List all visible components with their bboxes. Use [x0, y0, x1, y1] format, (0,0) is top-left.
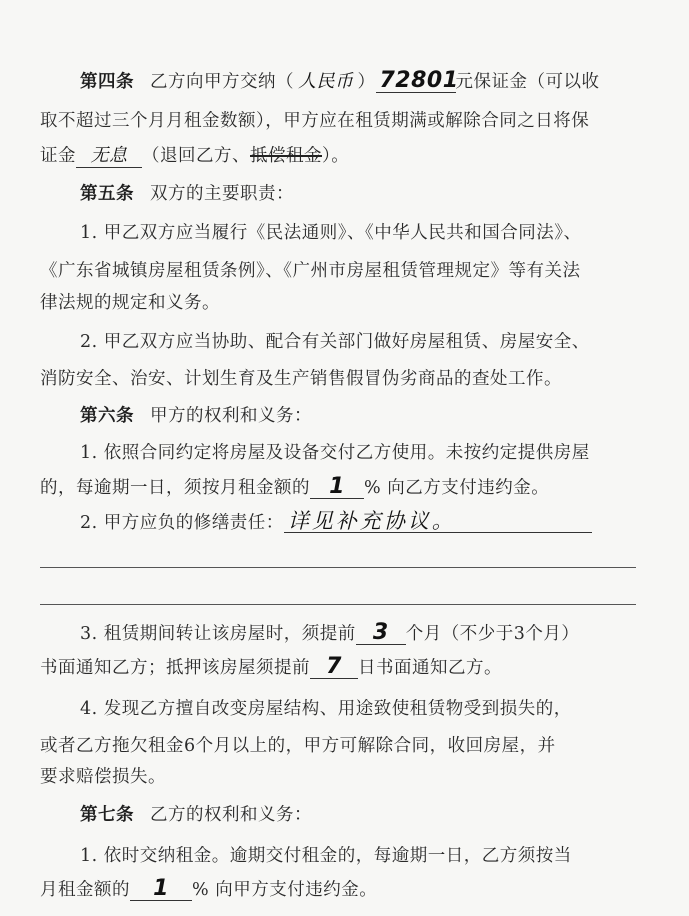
art7-heading: 乙方的权利和义务： [150, 805, 312, 825]
tenant-pct-handwritten: 1 [130, 878, 192, 901]
art6-p3-text-c: 书面通知乙方；抵押该房屋须提前 [40, 658, 310, 678]
art4-text5: （退回乙方、 [142, 146, 250, 166]
art6-p1-text-a: 的，每逾期一日，须按月租金额的 [40, 478, 310, 498]
art5-p2-line2: 消防安全、治安、计划生育及生产销售假冒伪劣商品的查处工作。 [40, 369, 562, 389]
art6-p3-text-a: 3. 租赁期间转让该房屋时，须提前 [80, 624, 356, 644]
art7-p1-line1: 1. 依时交纳租金。逾期交付租金的，每逾期一日，乙方须按当 [80, 846, 572, 866]
art5-title: 第五条 [80, 184, 134, 204]
art7-p1-text-a: 月租金额的 [40, 880, 130, 900]
art5-heading: 双方的主要职责： [150, 184, 294, 204]
art7-title: 第七条 [80, 805, 134, 825]
art4-title: 第四条 [80, 72, 134, 92]
blank-line-1 [40, 567, 636, 568]
currency-handwritten: 人民币 [298, 71, 354, 92]
art6-p2-line [80, 510, 592, 536]
art7-p1-line2 [40, 877, 377, 903]
art5-p1-line2: 《广东省城镇房屋租赁条例》、《广州市房屋租赁管理规定》等有关法 [40, 261, 581, 281]
art7-heading-line [80, 802, 312, 828]
art5-heading-line [80, 181, 294, 207]
days-handwritten: 7 [310, 656, 358, 679]
art5-p1-line3: 律法规的规定和义务。 [40, 293, 220, 313]
art4-text1: 乙方向甲方交纳（ [150, 72, 294, 92]
art6-p3-text-b: 个月（不少于3个月） [405, 624, 580, 644]
deposit-handwritten: 无息 [76, 145, 142, 168]
art6-p3-line2 [40, 655, 502, 681]
art6-p1-line2 [40, 475, 549, 501]
art5-p1-line1: 1. 甲乙双方应当履行《民法通则》、《中华人民共和国合同法》、 [80, 223, 582, 243]
art6-heading-line [80, 403, 312, 429]
art6-p2-text: 2. 甲方应负的修缮责任： [80, 513, 284, 533]
art4-text2: ） [357, 72, 376, 92]
art6-p4-line3: 要求赔偿损失。 [40, 767, 166, 787]
art6-p4-line1: 4. 发现乙方擅自改变房屋结构、用途致使租赁物受到损失的， [80, 699, 572, 719]
art4-line1 [80, 69, 600, 95]
penalty-pct-handwritten: 1 [310, 476, 364, 499]
art4-text3: 元保证金（可以收 [455, 72, 600, 92]
art6-title: 第六条 [80, 406, 134, 426]
amount-handwritten: 72801 [376, 70, 456, 93]
months-handwritten: 3 [356, 622, 406, 645]
art6-p1-text-b: % 向乙方支付违约金。 [364, 478, 550, 498]
art4-line3 [40, 143, 349, 169]
repair-handwritten: 详见补充协议。 [284, 510, 592, 533]
struck-text: 抵偿租金 [250, 146, 322, 166]
art6-p3-line1 [80, 621, 579, 647]
blank-line-2 [40, 604, 636, 605]
art4-text4: 证金 [40, 146, 76, 166]
art7-p1-text-b: % 向甲方支付违约金。 [192, 880, 378, 900]
art5-p2-line1: 2. 甲乙双方应当协助、配合有关部门做好房屋租赁、房屋安全、 [80, 332, 590, 352]
art4-line2: 取不超过三个月月租金数额），甲方应在租赁期满或解除合同之日将保 [40, 111, 590, 131]
art6-heading: 甲方的权利和义务： [150, 406, 312, 426]
art6-p1-line1: 1. 依照合同约定将房屋及设备交付乙方使用。未按约定提供房屋 [80, 443, 590, 463]
art6-p4-line2: 或者乙方拖欠租金6个月以上的，甲方可解除合同，收回房屋，并 [40, 736, 556, 756]
art4-text6: ）。 [322, 146, 350, 166]
art6-p3-text-d: 日书面通知乙方。 [358, 658, 502, 678]
